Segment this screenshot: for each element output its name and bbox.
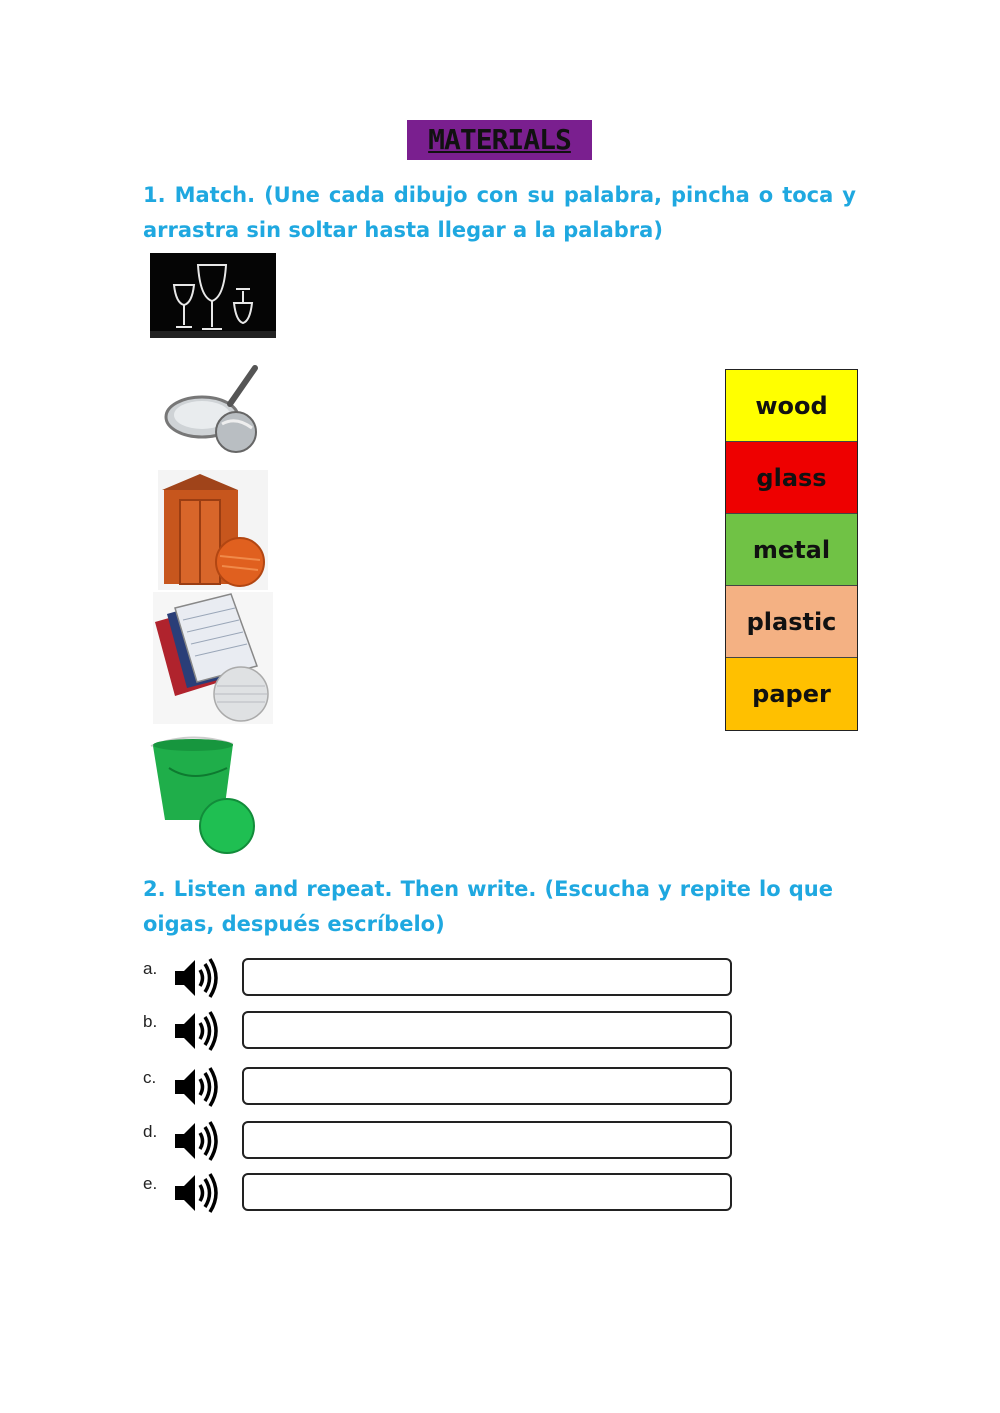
listen-row-a: [143, 955, 743, 1003]
word-wood[interactable]: wood: [726, 370, 857, 442]
speaker-icon[interactable]: [171, 1008, 219, 1054]
match-instruction: 1. Match. (Une cada dibujo con su palabra, pincha o toca y arrastra sin soltar hasta llegar a la palabra): [143, 183, 856, 242]
answer-input-b[interactable]: [242, 1011, 732, 1049]
item-letter: b.: [143, 1012, 158, 1031]
speaker-icon[interactable]: [171, 1118, 219, 1164]
answer-input-c[interactable]: [242, 1067, 732, 1105]
speaker-icon[interactable]: [171, 955, 219, 1001]
listen-row-d: [143, 1118, 743, 1166]
listen-row-e: [143, 1170, 743, 1218]
frying-pan-picture[interactable]: [160, 362, 260, 454]
word-paper[interactable]: paper: [726, 658, 857, 730]
item-letter: c.: [143, 1068, 157, 1087]
speaker-icon[interactable]: [171, 1170, 219, 1216]
bucket-picture[interactable]: [147, 728, 267, 860]
glasses-picture[interactable]: [150, 253, 276, 338]
answer-input-e[interactable]: [242, 1173, 732, 1211]
wooden-shed-picture[interactable]: [158, 470, 268, 590]
word-metal[interactable]: metal: [726, 514, 857, 586]
item-letter: e.: [143, 1174, 158, 1193]
answer-input-d[interactable]: [242, 1121, 732, 1159]
notebook-picture[interactable]: [153, 592, 273, 724]
word-list: [725, 369, 858, 731]
listen-row-c: [143, 1064, 743, 1112]
item-letter: a.: [143, 959, 158, 978]
word-glass[interactable]: glass: [726, 442, 857, 514]
item-letter: d.: [143, 1122, 158, 1141]
page-title: MATERIALS: [407, 120, 592, 160]
word-plastic[interactable]: plastic: [726, 586, 857, 658]
speaker-icon[interactable]: [171, 1064, 219, 1110]
answer-input-a[interactable]: [242, 958, 732, 996]
listen-instruction: 2. Listen and repeat. Then write. (Escucha y repite lo que oigas, después escríbelo): [143, 877, 833, 936]
listen-row-b: [143, 1008, 743, 1056]
